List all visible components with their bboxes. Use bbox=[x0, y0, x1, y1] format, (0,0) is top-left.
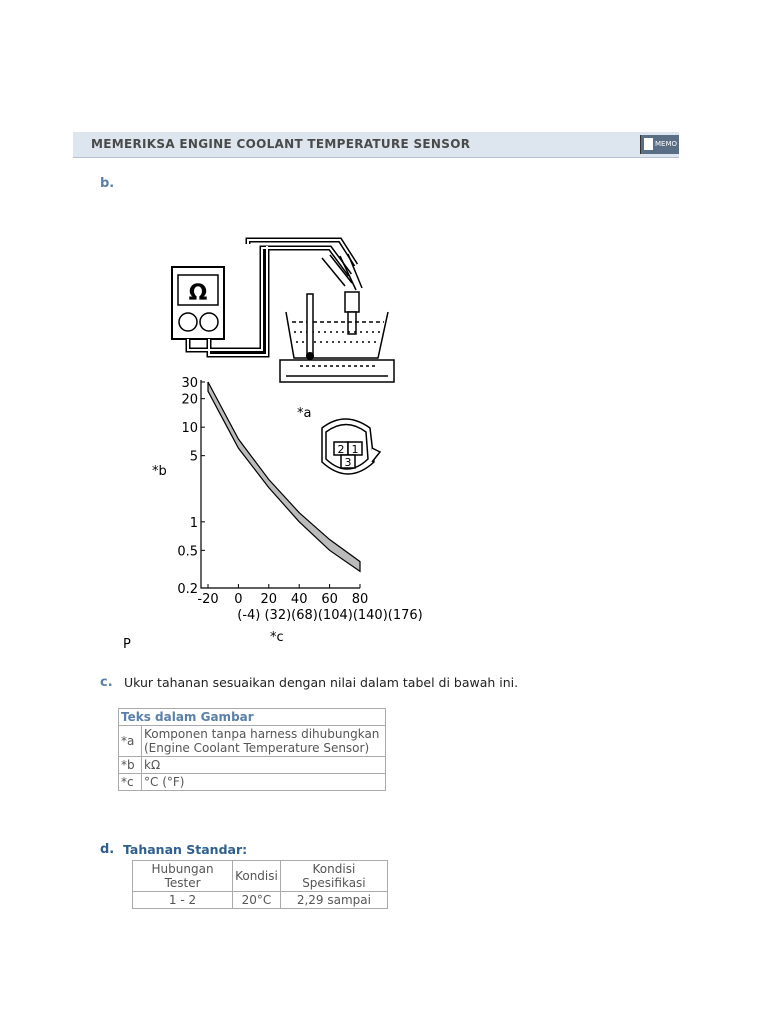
header-spesifikasi: Kondisi Spesifikasi bbox=[280, 861, 387, 892]
step-c-letter: c. bbox=[100, 675, 113, 690]
legend-value-c: °C (°F) bbox=[142, 774, 386, 791]
legend-table-title: Teks dalam Gambar bbox=[119, 709, 386, 726]
pin-3: 3 bbox=[344, 456, 352, 469]
y-tick-label: 1 bbox=[189, 515, 198, 531]
legend-key-b: *b bbox=[119, 757, 142, 774]
y-tick-label: 20 bbox=[181, 392, 198, 408]
cell-kondisi: 20°C bbox=[233, 892, 281, 909]
y-tick-label: 5 bbox=[189, 449, 198, 465]
pin-1: 1 bbox=[351, 443, 359, 456]
y-tick-label: 0.2 bbox=[177, 582, 198, 597]
step-b-letter: b. bbox=[100, 176, 115, 191]
callout-b: *b bbox=[152, 464, 167, 479]
x-tick-label: 20 bbox=[260, 592, 278, 607]
y-tick-label: 10 bbox=[181, 421, 198, 437]
ohm-symbol: Ω bbox=[188, 281, 208, 306]
section-title: MEMERIKSA ENGINE COOLANT TEMPERATURE SENSOR bbox=[91, 137, 471, 151]
step-d-letter: d. bbox=[100, 842, 115, 857]
sensor-test-figure bbox=[123, 225, 423, 655]
legend-key-c: *c bbox=[119, 774, 142, 791]
cell-tester: 1 - 2 bbox=[133, 892, 233, 909]
step-c-text: Ukur tahanan sesuaikan dengan nilai dalam tabel di bawah ini. bbox=[124, 675, 519, 690]
cell-spesifikasi: 2,29 sampai bbox=[280, 892, 387, 909]
legend-value-a: Komponen tanpa harness dihubungkan (Engine Coolant Temperature Sensor) bbox=[142, 726, 386, 757]
x-tick-label: 80 bbox=[351, 592, 369, 607]
corner-label: P bbox=[123, 637, 131, 652]
y-tick-label: 0.5 bbox=[177, 544, 198, 560]
header-tester: Hubungan Tester bbox=[133, 861, 233, 892]
x-tick-label: -20 bbox=[197, 592, 219, 607]
memo-label: MEMO bbox=[655, 140, 678, 148]
legend-table bbox=[118, 708, 386, 791]
pin-2: 2 bbox=[337, 443, 345, 456]
x-tick-label: 40 bbox=[290, 592, 308, 607]
memo-button[interactable] bbox=[640, 135, 679, 154]
y-tick-label: 30 bbox=[181, 376, 198, 391]
legend-key-a: *a bbox=[119, 726, 142, 757]
callout-a: *a bbox=[297, 406, 312, 421]
legend-value-b: kΩ bbox=[142, 757, 386, 774]
thermometer bbox=[307, 294, 313, 356]
x-tick-label: 0 bbox=[234, 592, 243, 607]
section-header bbox=[73, 132, 679, 158]
standard-table bbox=[132, 860, 388, 909]
step-d-text: Tahanan Standar: bbox=[123, 842, 248, 857]
water-bath bbox=[280, 312, 394, 382]
header-kondisi: Kondisi bbox=[233, 861, 281, 892]
x-tick-fahrenheit: (-4) (32)(68)(104)(140)(176) bbox=[237, 608, 423, 623]
sensor-body bbox=[345, 292, 359, 312]
ohmmeter-illustration bbox=[172, 267, 224, 339]
x-tick-label: 60 bbox=[321, 592, 338, 607]
callout-c: *c bbox=[270, 630, 284, 645]
resistance-band bbox=[208, 382, 360, 571]
document-icon bbox=[644, 138, 653, 150]
